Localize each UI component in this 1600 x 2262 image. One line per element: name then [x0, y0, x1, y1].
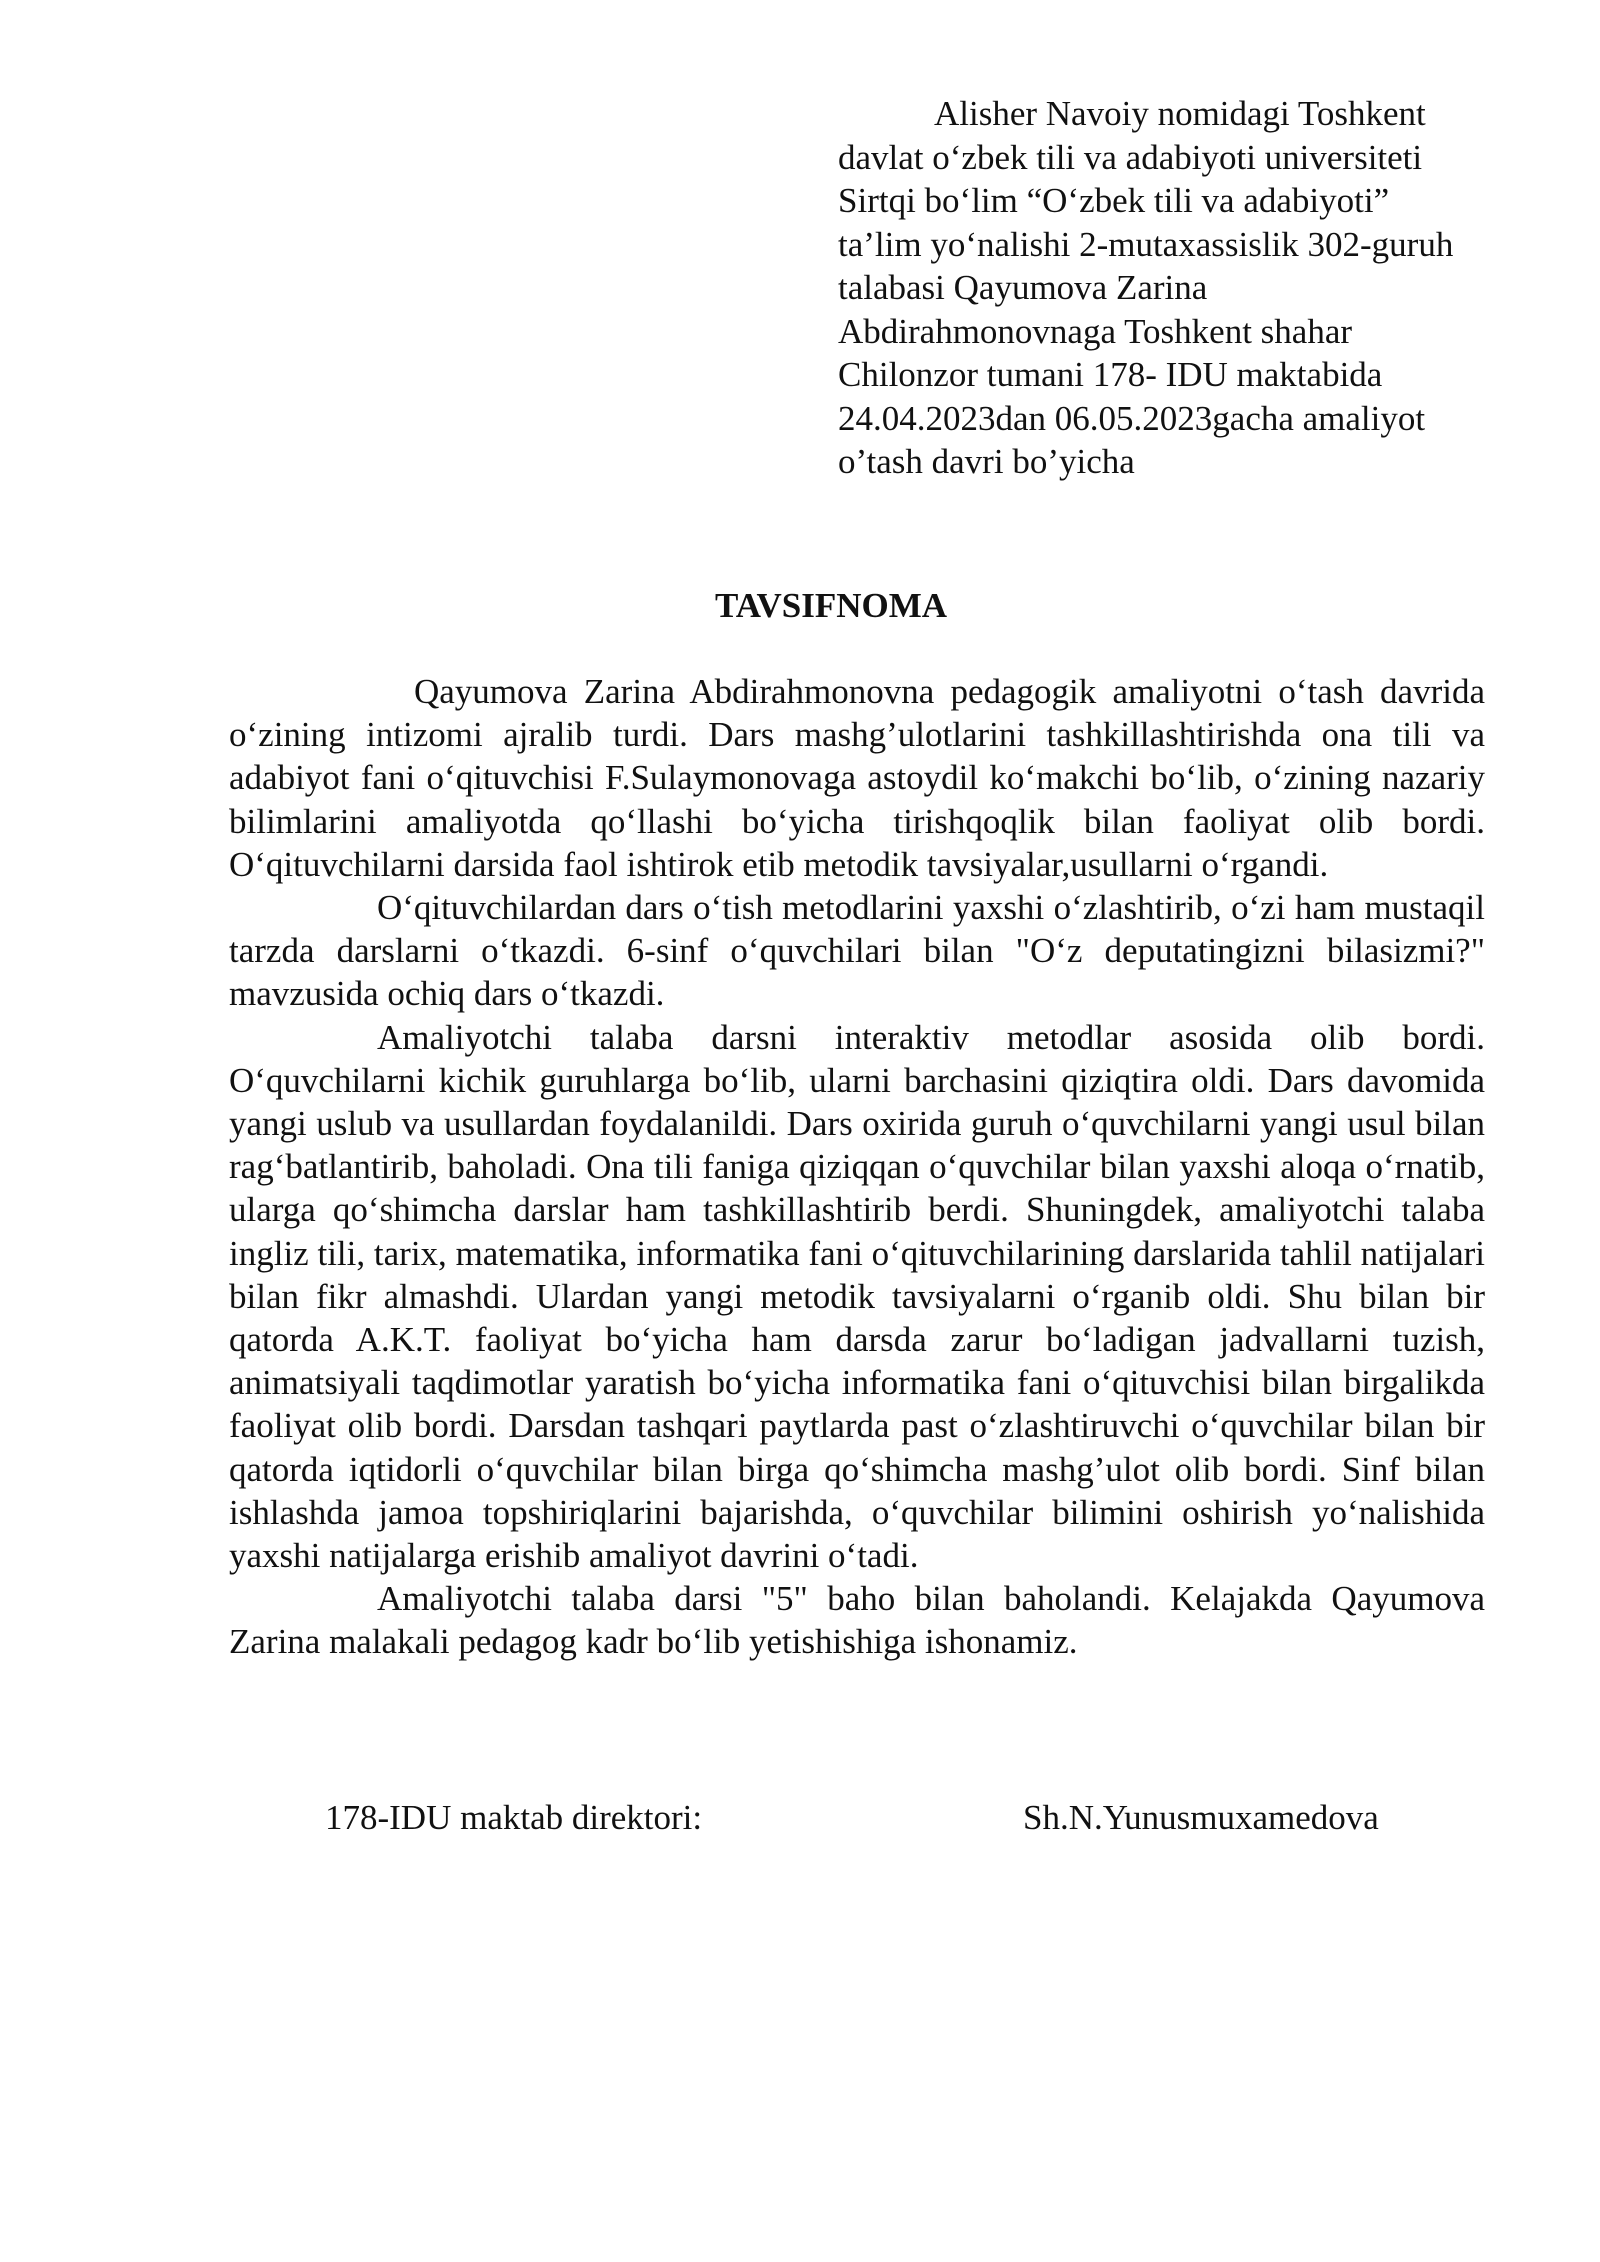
recipient-line: Alisher Navoiy nomidagi Toshkent [934, 94, 1426, 133]
recipient-address-block [838, 92, 1528, 484]
recipient-line: davlat o‘zbek tili va adabiyoti universiteti [838, 137, 1423, 177]
recipient-line: Abdirahmonovnaga Toshkent shahar [838, 311, 1353, 351]
body-paragraph: Amaliyotchi talaba darsni interaktiv metodlar asosida olib bordi. O‘quvchilarni kichik guruhlarga bo‘lib, ularni barchasini qiziqtira oldi. Dars davomida yangi uslub va usullardan foydalanildi. Dars oxirida guruh o‘quvchilarni yangi usul bilan rag‘batlantirib, baholadi. Ona tili faniga qiziqqan o‘quvchilar bilan yaxshi aloqa o‘rnatib, ularga qo‘shimcha darslar ham tashkillashtirib berdi. Shuningdek, amaliyotchi talaba ingliz tili, tarix, matematika, informatika fani o‘qituvchilarining darslarida tahlil natijalari bilan fikr almashdi. Ulardan yangi metodik tavsiyalarni o‘rganib oldi. Shu bilan bir qatorda A.K.T. faoliyat bo‘yicha ham darsda zarur bo‘ladigan jadvallarni tuzish, animatsiyali taqdimotlar yaratish bo‘yicha informatika fani o‘qituvchisi bilan birgalikda faoliyat olib bordi. Darsdan tashqari paytlarda past o‘zlashtiruvchi o‘quvchilar bilan bir qatorda iqtidorli o‘quvchilar bilan birga qo‘shimcha mashg’ulot olib bordi. Sinf bilan ishlashda jamoa topshiriqlarini bajarishda, o‘quvchilar bilimini oshirish yo‘nalishida yaxshi natijalarga erishib amaliyot davrini o‘tadi. [229, 1017, 1485, 1576]
signatory-role: 178-IDU maktab direktori: [325, 1798, 703, 1837]
signatory-name: Sh.N.Yunusmuxamedova [1023, 1798, 1379, 1837]
body-paragraph: Qayumova Zarina Abdirahmonovna pedagogik amaliyotni o‘tash davrida o‘zining intizomi ajralib turdi. Dars mashg’ulotlarini tashkillashtirishda ona tili va adabiyot fani o‘qituvchisi F.Sulaymonovaga astoydil ko‘makchi bo‘lib, o‘zining nazariy bilimlarini amaliyotda qo‘llashi bo‘yicha tirishqoqlik bilan faoliyat olib bordi. O‘qituvchilarni darsida faol ishtirok etib metodik tavsiyalar,usullarni o‘rgandi. [229, 672, 1485, 884]
recipient-line: Sirtqi bo‘lim “O‘zbek tili va adabiyoti” [838, 181, 1390, 220]
document-title: TAVSIFNOMA [714, 586, 948, 625]
recipient-line: talabasi Qayumova Zarina [838, 268, 1208, 307]
recipient-line: ta’lim yo‘nalishi 2-mutaxassislik 302-guruh [838, 224, 1454, 264]
body-paragraph: Amaliyotchi talaba darsi "5" baho bilan baholandi. Kelajakda Qayumova Zarina malakali pedagog kadr bo‘lib yetishishiga ishonamiz. [229, 1579, 1485, 1662]
body-paragraph: O‘qituvchilardan dars o‘tish metodlarini yaxshi o‘zlashtirib, o‘zi ham mustaqil tarzda darslarni o‘tkazdi. 6-sinf o‘quvchilari bilan "O‘z deputatingizni bilasizmi?" mavzusida ochiq dars o‘tkazdi. [229, 888, 1485, 1014]
document-body [229, 670, 1485, 1664]
recipient-line: o’tash davri bo’yicha [838, 442, 1135, 481]
recipient-line: 24.04.2023dan 06.05.2023gacha amaliyot [838, 398, 1426, 438]
recipient-line: Chilonzor tumani 178- IDU maktabida [838, 355, 1383, 394]
